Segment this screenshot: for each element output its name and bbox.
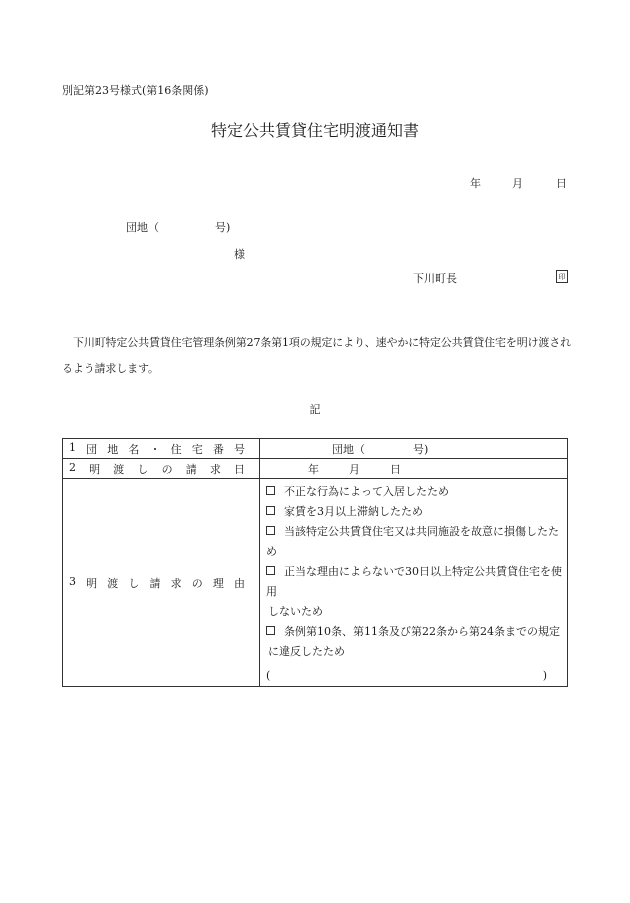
label-char: し — [128, 576, 140, 590]
reason-item — [266, 522, 563, 562]
seal-mark — [556, 270, 568, 283]
reason-item — [266, 502, 563, 522]
row1-danchi-open: 団地（ — [332, 442, 365, 456]
seal-glyph: 印 — [558, 273, 566, 281]
label-char: 3 — [69, 574, 76, 588]
reason-list — [260, 479, 567, 666]
label-char: 地 — [107, 442, 119, 456]
label-char: 由 — [234, 576, 245, 590]
label-char: の — [191, 576, 203, 590]
label-char: 宅 — [191, 442, 203, 456]
label-char: 渡 — [113, 462, 125, 476]
label-char: 住 — [170, 442, 182, 456]
label-char: 名 — [128, 442, 140, 456]
label-char: 求 — [209, 462, 221, 476]
checkbox-icon[interactable] — [266, 566, 275, 575]
reason-text: 正当な理由によらないで30日以上特定公共賃貸住宅を使用 — [266, 565, 562, 598]
checkbox-icon[interactable] — [266, 526, 275, 535]
row2-year: 年 — [308, 462, 319, 476]
addressee-danchi-line — [126, 219, 230, 235]
reason-text: 不正な行為によって入居したため — [284, 485, 449, 498]
date-month-label: 月 — [512, 177, 523, 190]
reason-text: 家賃を3月以上滞納したため — [284, 505, 423, 518]
row1-value — [260, 439, 568, 459]
ki-heading: 記 — [309, 403, 321, 416]
reason-text: 条例第10条、第11条及び第22条から第24条までの規定 — [284, 625, 560, 638]
label-char: 請 — [185, 462, 197, 476]
row1-label — [63, 439, 260, 459]
label-char: の — [161, 462, 173, 476]
label-char: 1 — [69, 440, 76, 454]
label-char: 団 — [86, 442, 98, 456]
label-char: 理 — [212, 576, 224, 590]
row2-day: 日 — [390, 462, 401, 476]
label-char: 日 — [233, 462, 245, 476]
checkbox-icon[interactable] — [266, 506, 275, 515]
checkbox-icon[interactable] — [266, 626, 275, 635]
label-char: 明 — [86, 576, 98, 590]
form-reference: 別記第23号様式(第16条関係) — [62, 84, 209, 97]
body-paragraph: 下川町特定公共賃貸住宅管理条例第27条第1項の規定により、速やかに特定公共賃貸住宅を明け渡されるよう請求します。 — [62, 336, 571, 375]
other-reason-parens — [260, 666, 567, 686]
label-char: 番 — [212, 442, 224, 456]
reason-text-continued: しないため — [268, 605, 323, 618]
label-char: 明 — [89, 462, 101, 476]
label-char: 渡 — [107, 576, 119, 590]
addressee-danchi-open: 団地（ — [126, 221, 159, 234]
reason-text: 当該特定公共賃貸住宅又は共同施設を故意に損傷したため — [266, 525, 559, 558]
label-char: 請 — [149, 576, 161, 590]
table-row — [63, 459, 568, 479]
row3-value — [260, 479, 568, 687]
label-char: 2 — [69, 460, 76, 474]
document-title: 特定公共賃貸住宅明渡通知書 — [210, 121, 419, 140]
row2-value — [260, 459, 568, 479]
label-char: 求 — [170, 576, 182, 590]
sender-mayor: 下川町長 — [413, 272, 457, 285]
label-char: 号 — [234, 442, 245, 456]
reason-item — [266, 622, 563, 662]
paren-close: ) — [542, 669, 547, 682]
label-char: し — [137, 462, 149, 476]
row1-go-close: 号) — [413, 442, 429, 456]
paren-open: ( — [266, 669, 271, 682]
details-table — [62, 438, 568, 687]
table-row — [63, 439, 568, 459]
table-row — [63, 479, 568, 687]
row3-label — [63, 479, 260, 687]
reason-item — [266, 562, 563, 622]
addressee-honorific: 様 — [234, 248, 245, 261]
label-char: ・ — [149, 442, 161, 456]
checkbox-icon[interactable] — [266, 486, 275, 495]
reason-item — [266, 482, 563, 502]
date-day-label: 日 — [556, 177, 567, 190]
row2-month: 月 — [349, 462, 360, 476]
reason-text-continued: に違反したため — [268, 645, 345, 658]
date-year-label: 年 — [470, 177, 481, 190]
row2-label — [63, 459, 260, 479]
addressee-go-close: 号) — [215, 221, 231, 234]
